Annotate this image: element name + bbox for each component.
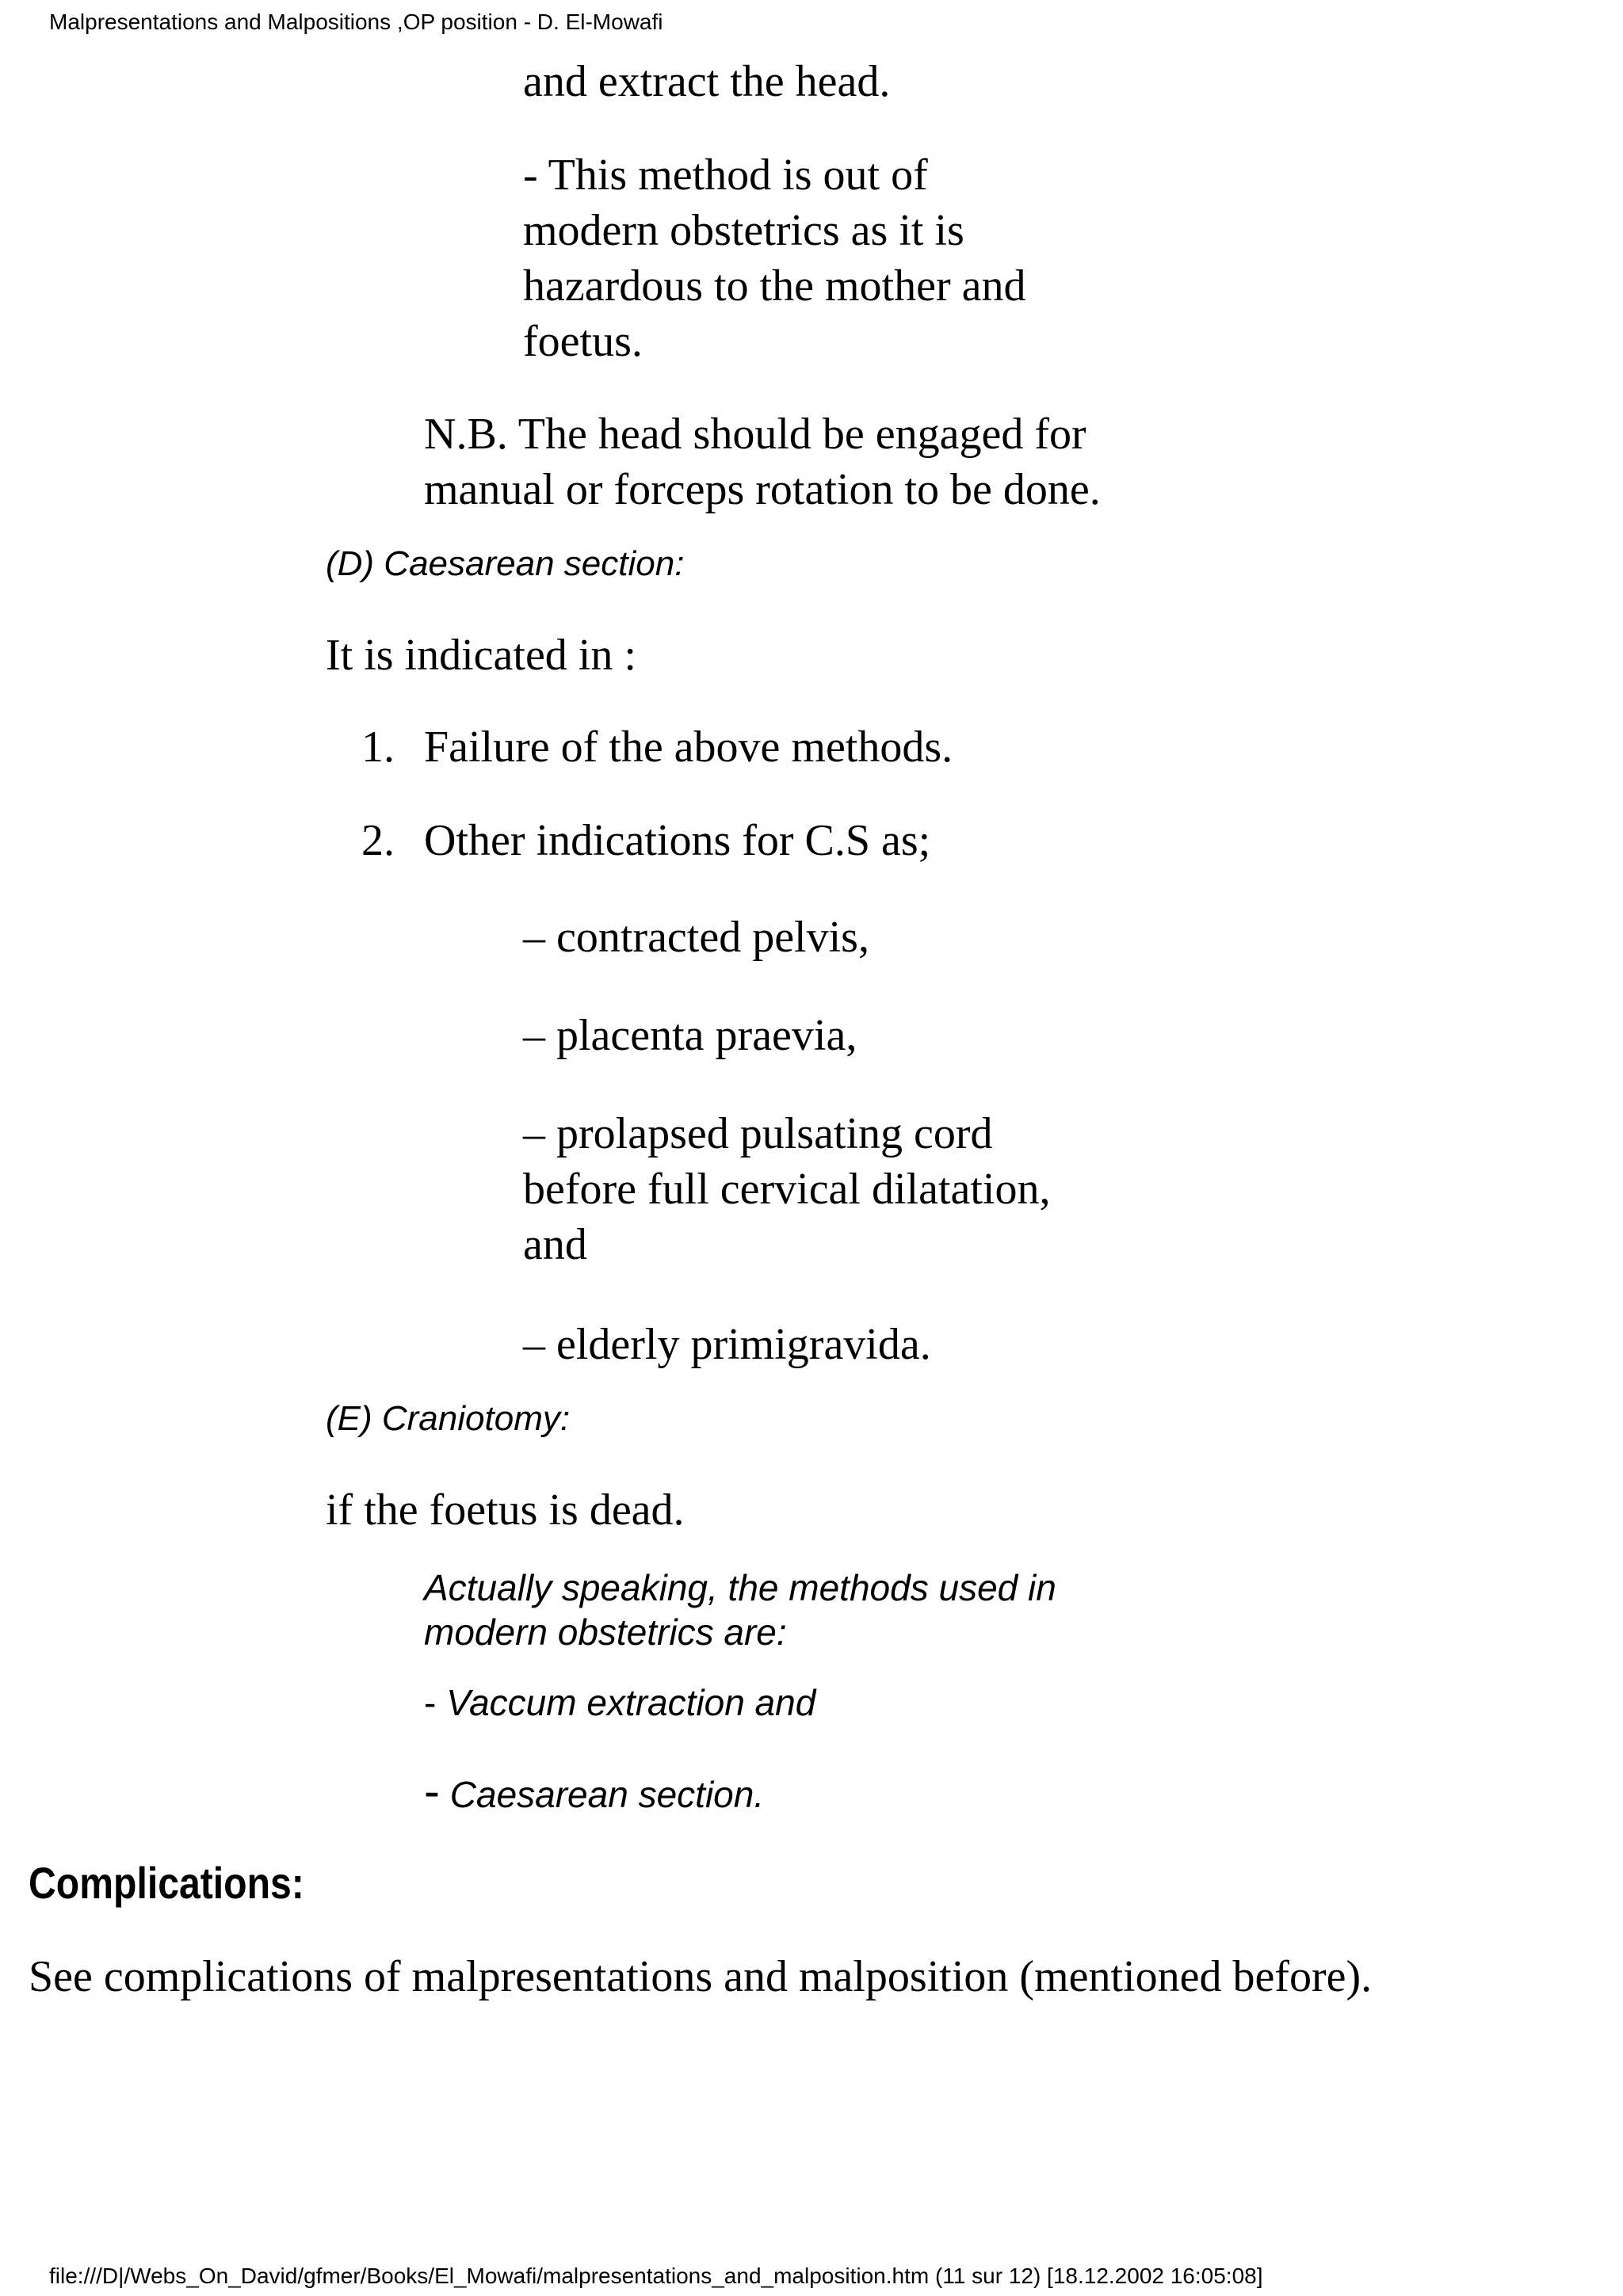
sub-indication: – elderly primigravida. bbox=[523, 1320, 931, 1369]
craniotomy-text: if the foetus is dead. bbox=[326, 1486, 685, 1535]
actually-note-line: modern obstetrics are: bbox=[424, 1611, 787, 1653]
indication-item bbox=[361, 813, 395, 868]
indicated-intro: It is indicated in : bbox=[326, 631, 636, 680]
continued-line: and extract the head. bbox=[523, 57, 891, 106]
complications-heading: Complications: bbox=[29, 1858, 304, 1908]
nb-note-line: manual or forceps rotation to be done. bbox=[424, 465, 1101, 514]
method-note-line: modern obstetrics as it is bbox=[523, 206, 964, 255]
sub-indication-line: before full cervical dilatation, bbox=[523, 1165, 1051, 1214]
indication-item-text: Other indications for C.S as; bbox=[424, 816, 931, 865]
page-footer-path: file:///D|/Webs_On_David/gfmer/Books/El_Mowafi/malpresentations_and_malposition.htm (11 sur 12) [18.12.2002 16:05:08] bbox=[49, 2264, 1263, 2288]
nb-note bbox=[424, 406, 1101, 517]
nb-note-line: N.B. The head should be engaged for bbox=[424, 410, 1086, 459]
sub-indication-line: – prolapsed pulsating cord bbox=[523, 1109, 993, 1158]
indication-item-text: Failure of the above methods. bbox=[424, 723, 953, 772]
modern-method-text: Vaccum extraction and bbox=[436, 1682, 816, 1723]
complications-text: See complications of malpresentations and malposition (mentioned before). bbox=[29, 1952, 1373, 2001]
actually-note bbox=[424, 1566, 1056, 1654]
sub-indication: – contracted pelvis, bbox=[523, 913, 869, 962]
sub-indication bbox=[523, 1106, 1050, 1272]
modern-method-dash: - bbox=[424, 1764, 440, 1817]
indication-number: 1. bbox=[361, 723, 395, 772]
sub-indication: – placenta praevia, bbox=[523, 1011, 857, 1060]
method-note-line: foetus. bbox=[523, 317, 643, 366]
modern-method-item bbox=[424, 1764, 765, 1817]
actually-note-line: Actually speaking, the methods used in bbox=[424, 1567, 1056, 1608]
method-note-line: - This method is out of bbox=[523, 151, 928, 200]
modern-method-item bbox=[424, 1680, 815, 1725]
page-header-title: Malpresentations and Malpositions ,OP position - D. El-Mowafi bbox=[49, 10, 663, 34]
indication-item bbox=[361, 719, 395, 775]
section-d-heading: (D) Caesarean section: bbox=[326, 544, 685, 583]
modern-method-dash: - bbox=[424, 1682, 437, 1723]
modern-method-text: Caesarean section. bbox=[449, 1774, 765, 1815]
section-e-heading: (E) Craniotomy: bbox=[326, 1399, 571, 1438]
method-note-line: hazardous to the mother and bbox=[523, 261, 1026, 311]
sub-indication-line: and bbox=[523, 1220, 587, 1269]
indication-number: 2. bbox=[361, 816, 395, 865]
method-note bbox=[523, 147, 1025, 369]
